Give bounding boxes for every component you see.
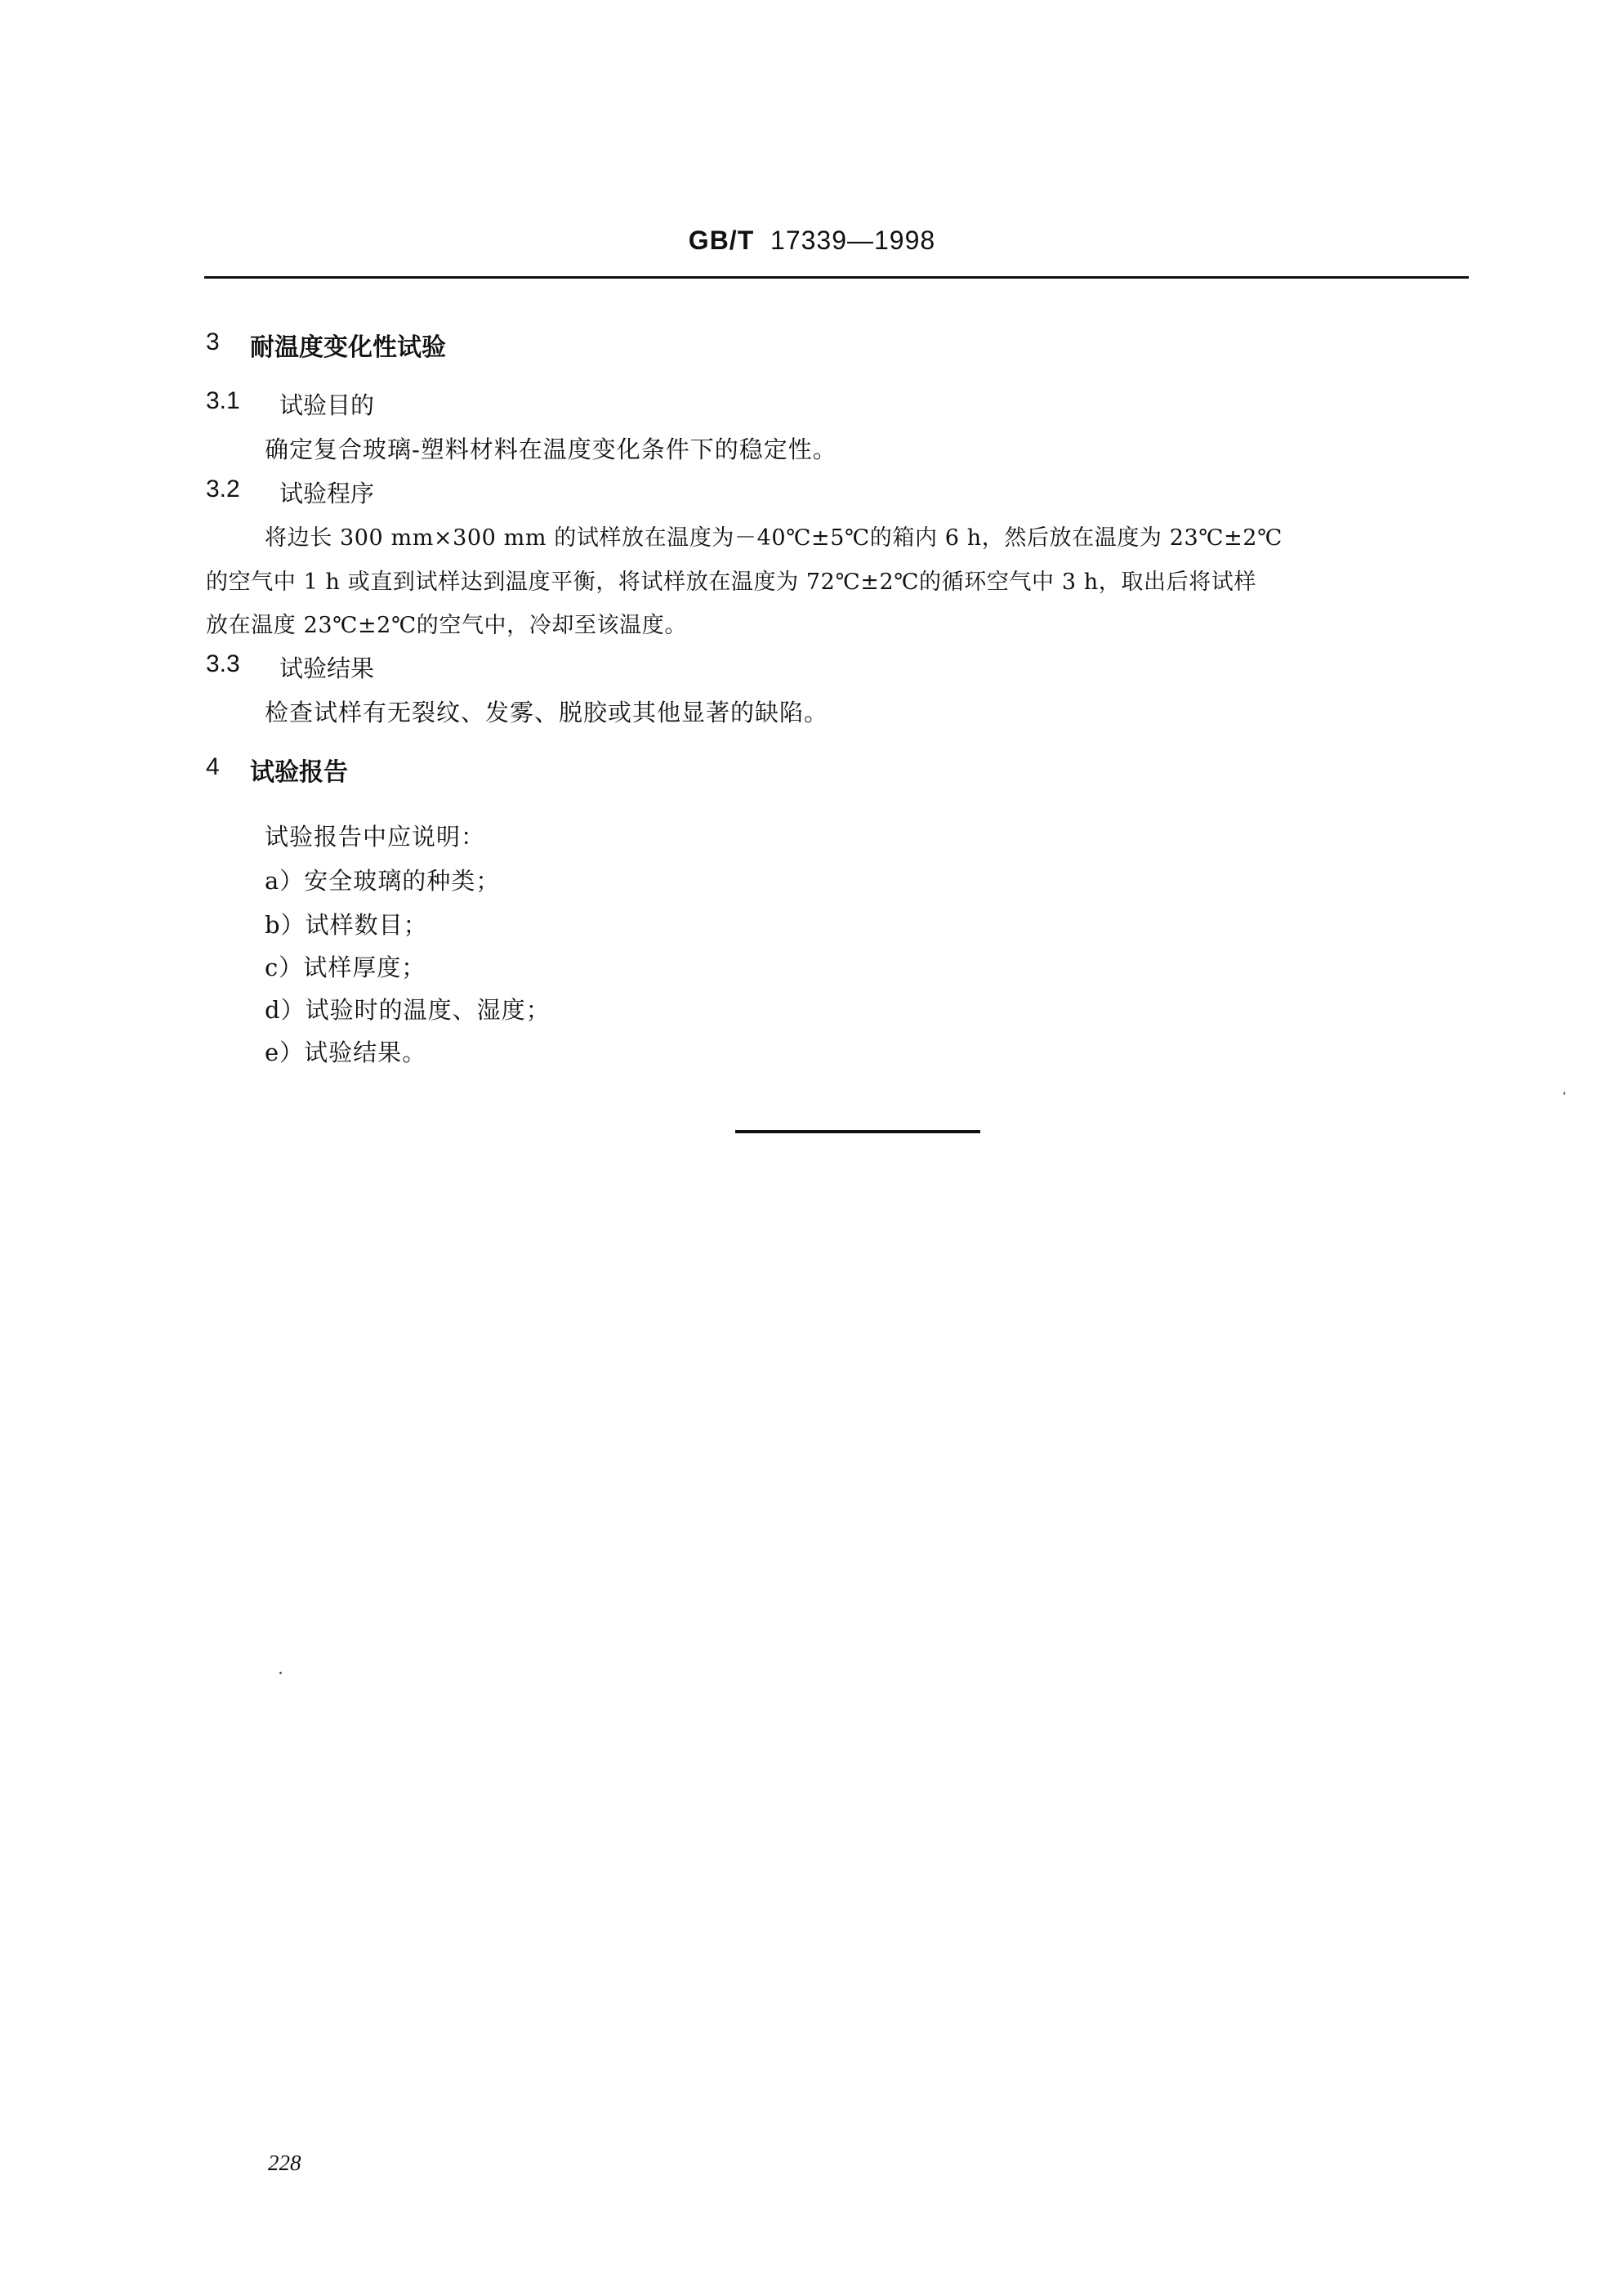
- section-3-title: 耐温度变化性试验: [250, 333, 446, 362]
- section-4-number: 4: [206, 753, 220, 780]
- report-item-a: a）安全玻璃的种类；: [265, 867, 501, 895]
- report-item-b: b）试样数目；: [265, 911, 428, 939]
- report-item-c: c）试样厚度；: [265, 954, 426, 981]
- scan-speck: [279, 1672, 282, 1674]
- section-3-1-title: 试验目的: [279, 391, 375, 419]
- section-3-2-line-1: 将边长 300 mm×300 mm 的试样放在温度为－40℃±5℃的箱内 6 h，然后放在温度为 23℃±2℃: [265, 525, 1283, 551]
- header-rule: [204, 276, 1469, 279]
- report-item-d: d）试验时的温度、湿度；: [265, 996, 551, 1024]
- section-3-number: 3: [206, 328, 220, 355]
- report-intro: 试验报告中应说明：: [265, 823, 486, 851]
- page-number: 228: [268, 2151, 301, 2175]
- standard-prefix: GB/T: [688, 226, 755, 255]
- section-3-3-text: 检查试样有无裂纹、发雾、脱胶或其他显著的缺陷。: [265, 699, 829, 726]
- report-item-e: e）试验结果。: [265, 1039, 427, 1066]
- end-rule: [735, 1130, 980, 1133]
- section-4-title: 试验报告: [250, 758, 348, 787]
- section-3-1-number: 3.1: [206, 387, 240, 414]
- section-3-2-line-3: 放在温度 23℃±2℃的空气中，冷却至该温度。: [206, 613, 687, 638]
- section-3-2-title: 试验程序: [279, 480, 375, 507]
- section-3-2-line-2: 的空气中 1 h 或直到试样达到温度平衡，将试样放在温度为 72℃±2℃的循环空气中 3 h，取出后将试样: [206, 570, 1256, 595]
- scan-speck: [1564, 1092, 1565, 1095]
- section-3-3-number: 3.3: [206, 650, 240, 677]
- section-3-2-number: 3.2: [206, 476, 240, 503]
- standard-code: [0, 226, 1624, 256]
- section-3-1-text: 确定复合玻璃-塑料材料在温度变化条件下的稳定性。: [265, 436, 837, 463]
- standard-number: 17339—1998: [770, 226, 936, 255]
- section-3-3-title: 试验结果: [279, 654, 375, 682]
